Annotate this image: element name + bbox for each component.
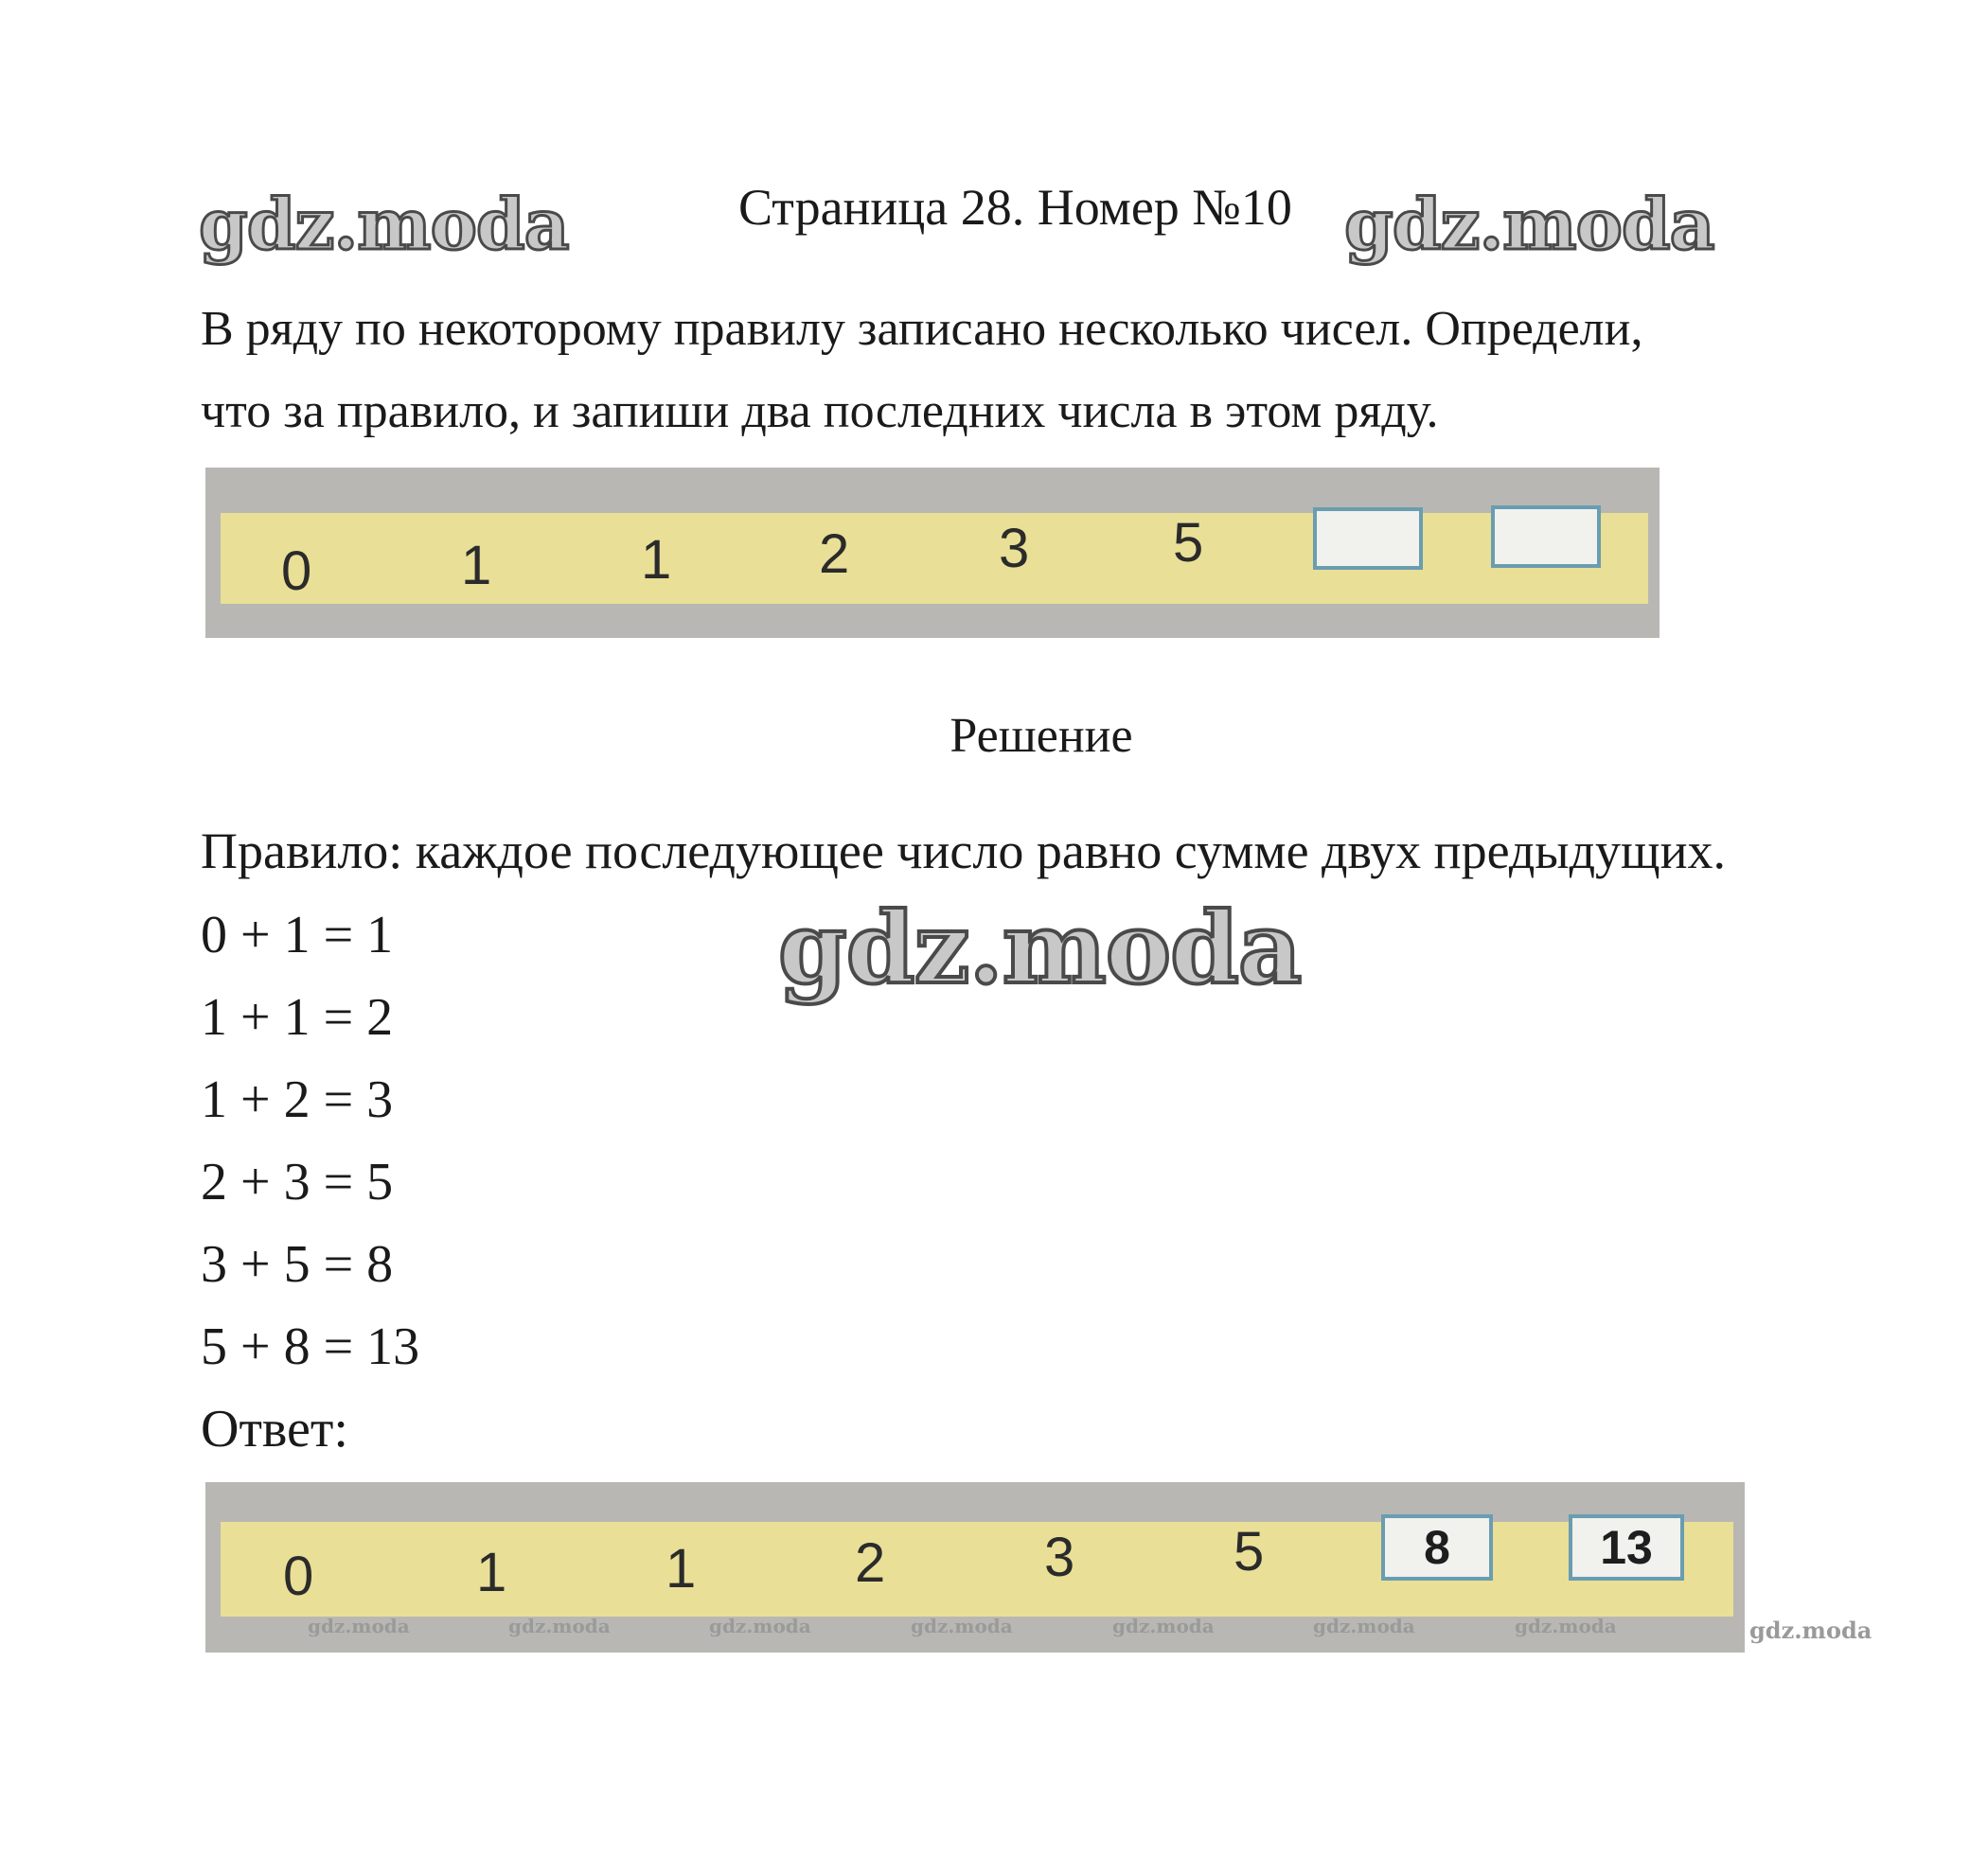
watermark-small: gdz.moda (508, 1615, 611, 1637)
task-text-line-1: В ряду по некоторому правилу записано несколько чисел. Определи, (201, 302, 1643, 356)
sequence-number: 1 (461, 535, 492, 596)
solution-step: 1 + 2 = 3 (201, 1070, 394, 1129)
answer-box: 13 (1569, 1514, 1684, 1581)
watermark-logo-right: gdz.moda (1344, 185, 1714, 266)
watermark-small: gdz.moda (308, 1615, 410, 1637)
answer-blank-box (1491, 505, 1601, 568)
solution-rule: Правило: каждое последующее число равно сумме двух предыдущих. (201, 822, 1727, 879)
page-title: Страница 28. Номер №10 (738, 179, 1292, 236)
task-text-line-2: что за правило, и запиши два последних числа в этом ряду. (201, 384, 1439, 438)
watermark-small: gdz.moda (1749, 1617, 1873, 1644)
sequence-number: 5 (1234, 1521, 1265, 1582)
sequence-number: 0 (283, 1546, 314, 1607)
sequence-number: 0 (281, 540, 312, 602)
sequence-number: 3 (1044, 1527, 1075, 1588)
watermark-logo-center: gdz.moda (778, 890, 1302, 1006)
sequence-number: 1 (641, 529, 672, 591)
watermark-small: gdz.moda (1313, 1615, 1415, 1637)
solution-step: 0 + 1 = 1 (201, 906, 394, 964)
sequence-number: 1 (476, 1542, 507, 1603)
solution-step: 5 + 8 = 13 (201, 1317, 420, 1376)
watermark-small: gdz.moda (911, 1615, 1013, 1637)
sequence-number: 1 (666, 1538, 697, 1600)
watermark-logo-left: gdz.moda (199, 185, 569, 266)
sequence-question-strip (205, 468, 1660, 638)
solution-step: 2 + 3 = 5 (201, 1153, 394, 1211)
answer-blank-box (1313, 507, 1423, 570)
answer-label: Ответ: (201, 1400, 348, 1459)
sequence-number: 3 (999, 518, 1030, 579)
watermark-small: gdz.moda (1112, 1615, 1215, 1637)
sequence-answer-strip (205, 1482, 1745, 1653)
sequence-answer-strip-fill (221, 1522, 1733, 1617)
watermark-small: gdz.moda (1515, 1615, 1617, 1637)
solution-heading: Решение (950, 709, 1133, 763)
sequence-question-strip-fill (221, 513, 1648, 604)
solution-step: 3 + 5 = 8 (201, 1235, 394, 1294)
sequence-number: 2 (855, 1532, 886, 1594)
solution-step: 1 + 1 = 2 (201, 988, 394, 1047)
watermark-small: gdz.moda (709, 1615, 811, 1637)
sequence-number: 2 (819, 523, 850, 585)
answer-box: 8 (1381, 1514, 1493, 1581)
sequence-number: 5 (1173, 512, 1204, 574)
